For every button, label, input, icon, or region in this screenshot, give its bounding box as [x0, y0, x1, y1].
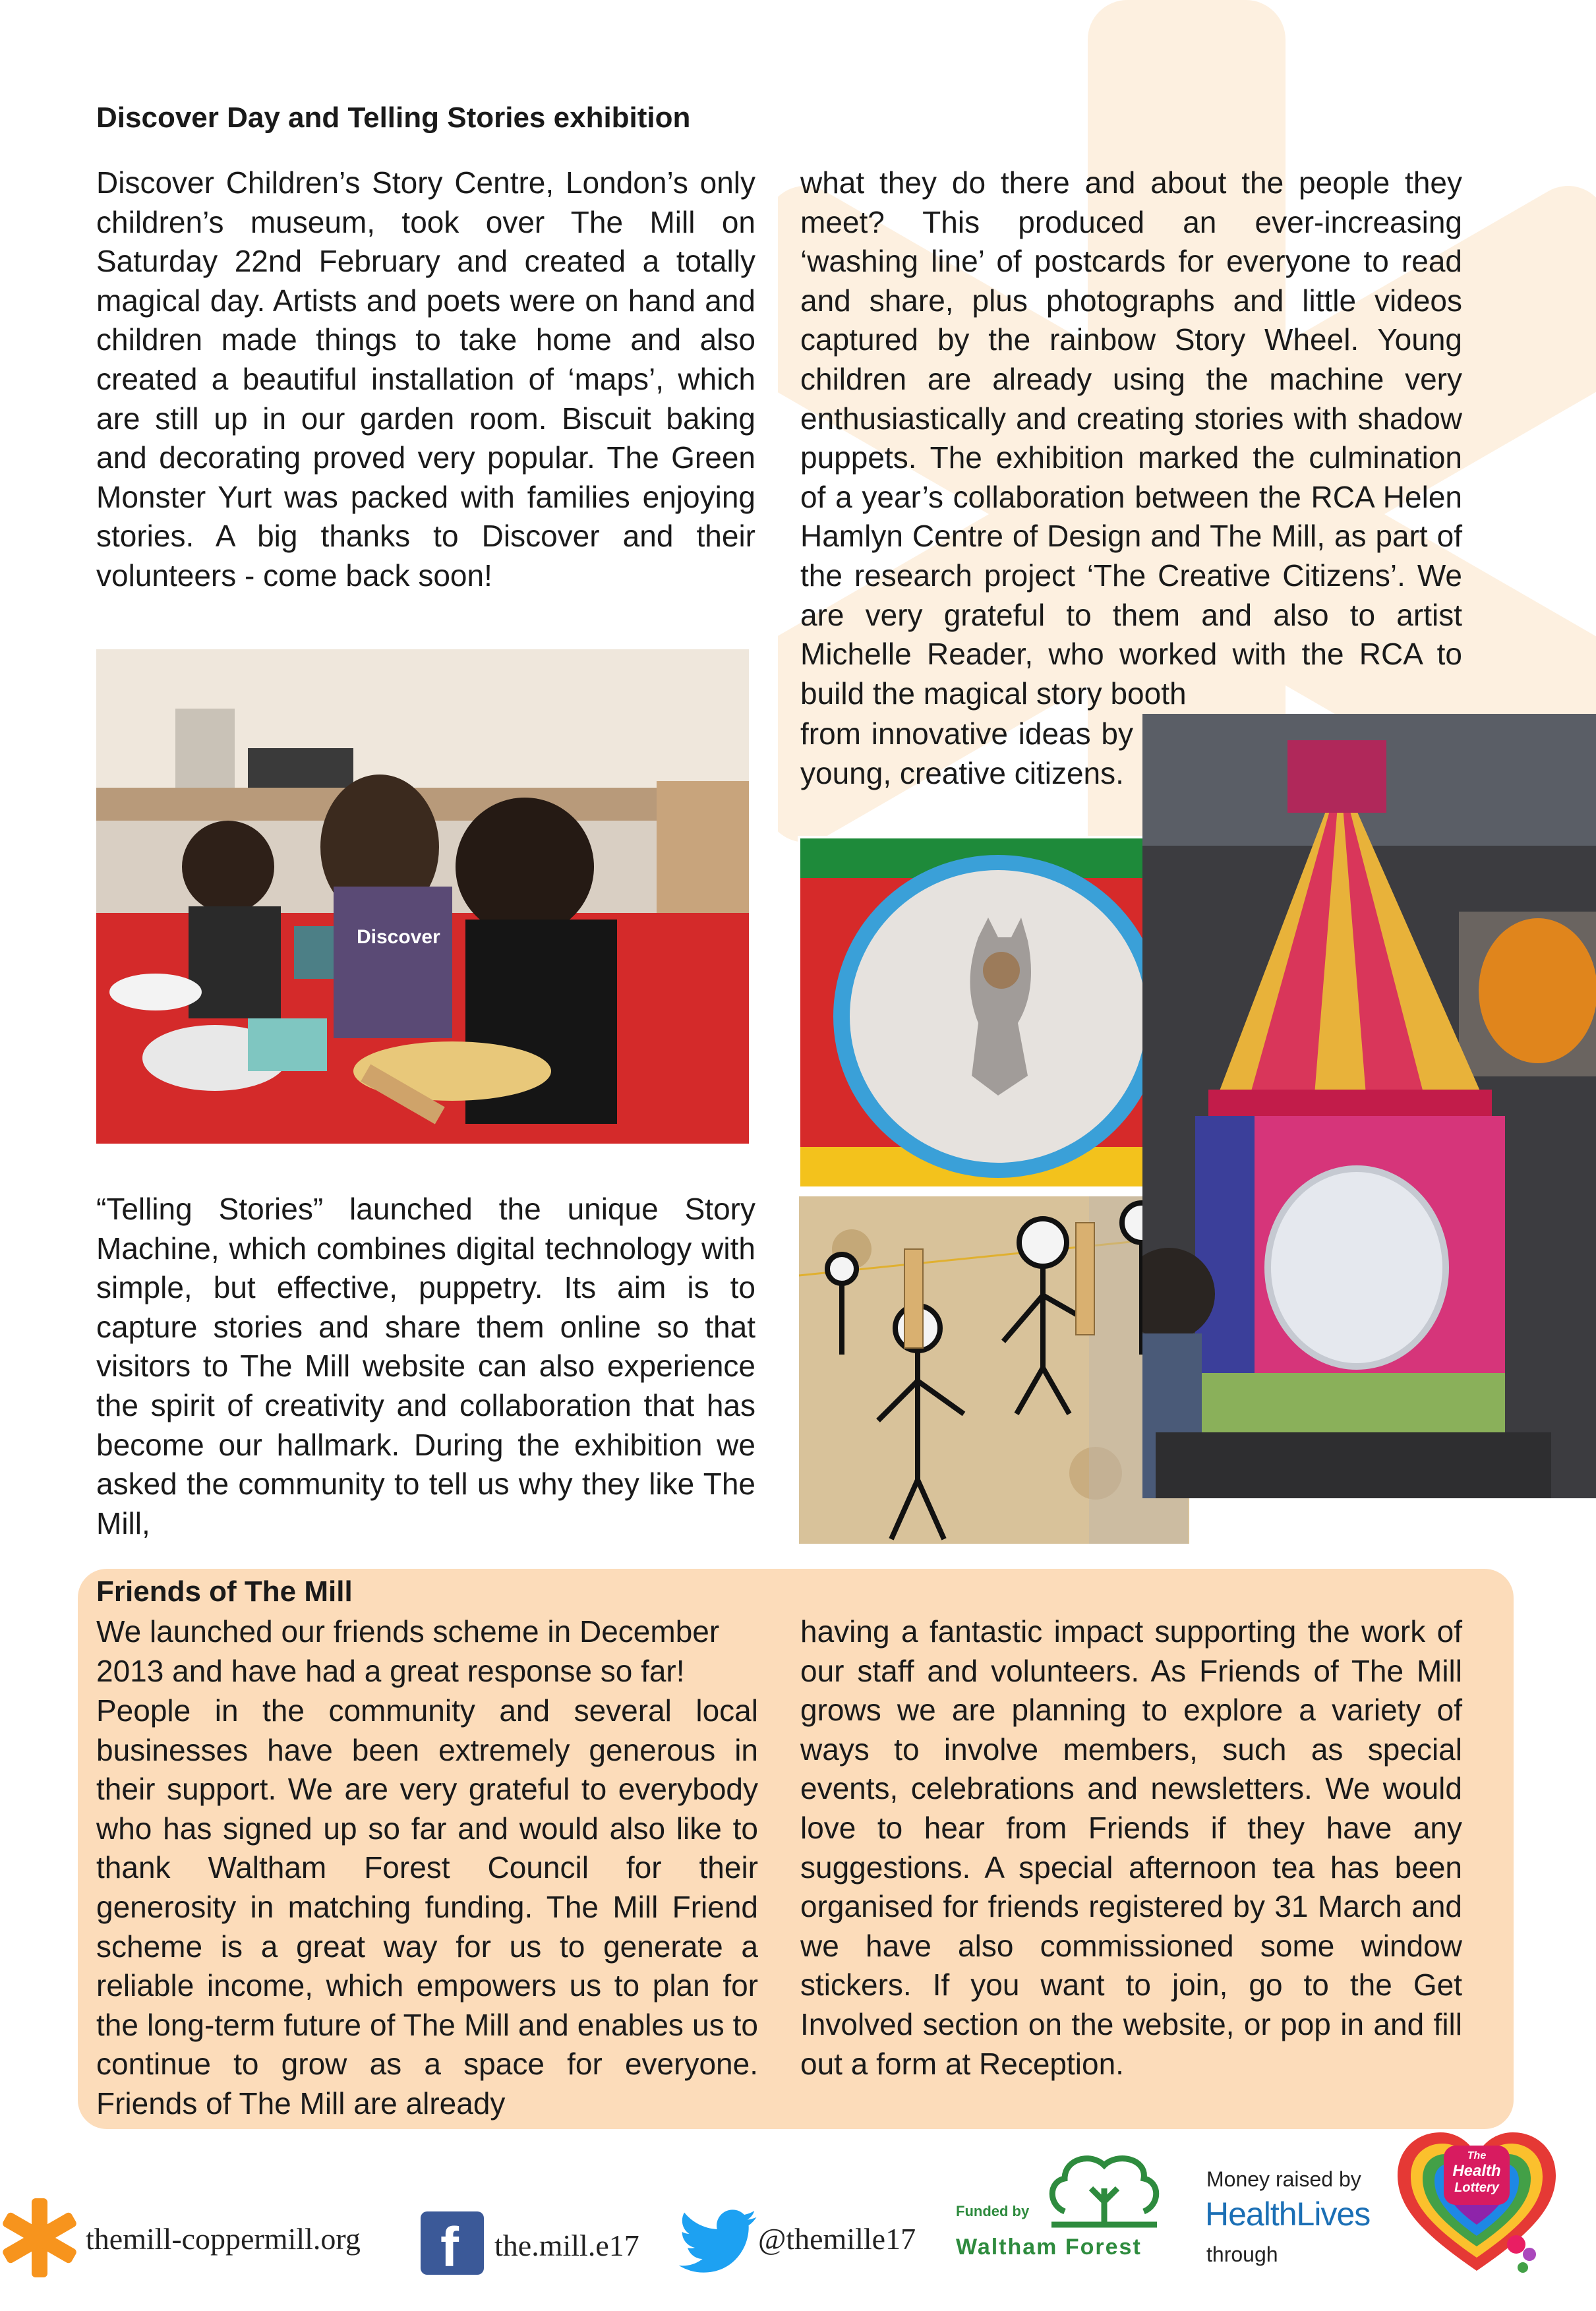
photo-washing-line-puppets: [799, 1196, 1189, 1544]
tree-icon: [1045, 2146, 1164, 2231]
article-col1-top: Discover Children’s Story Centre, London’s only children’s museum, took over The Mill on Saturday 22nd February and created a totally magical day. Artists and poets were on hand and children made things to take home and also created a beautiful installation of ‘maps’, which are still up in our garden room. Biscuit baking and decorating proved very popular. The Green Monster Yurt was packed with families enjoying stories. A big thanks to Discover and their volunteers - come back soon!: [96, 165, 755, 593]
friends-title: Friends of The Mill: [96, 1575, 353, 1608]
discover-apron-text: Discover: [357, 926, 440, 948]
article-title: Discover Day and Telling Stories exhibition: [96, 102, 691, 134]
facebook-link[interactable]: the.mill.e17: [494, 2229, 639, 2262]
article-col2-top: what they do there and about the people they meet? This produced an ever-increasing ‘washing line’ of postcards for everyone to read and share, plus photographs and little videos captured by the rainbow Story Wheel. Young children are already using the machine very enthusiastically and creating stories with shadow puppets. The exhibition marked the culmination of a year’s collaboration between the RCA Helen Hamlyn Centre of Design and The Mill, as part of the research project ‘The Creative Citizens’. We are very grateful to them and also to artist Michelle Reader, who worked with the RCA to build the magical story booth: [800, 165, 1462, 711]
twitter-icon[interactable]: [679, 2209, 757, 2273]
mill-asterisk-icon: [0, 2195, 79, 2281]
friends-col1-p1: We launched our friends scheme in December 2013 and have had a great response so far!: [96, 1614, 720, 1688]
facebook-icon[interactable]: f: [421, 2211, 484, 2275]
through-label: through: [1206, 2242, 1278, 2266]
lottery-line3: Lottery: [1454, 2180, 1499, 2195]
photo-story-booth: [1142, 714, 1596, 1498]
health-lottery-badge: [1444, 2146, 1510, 2205]
money-raised-label: Money raised by: [1206, 2167, 1361, 2191]
healthlives-logo-text: HealthLives: [1205, 2196, 1371, 2233]
lottery-line2: Health: [1452, 2162, 1501, 2180]
funded-by-label: Funded by: [956, 2203, 1030, 2219]
photo-children-baking: [96, 649, 749, 1144]
article-col1-bottom: “Telling Stories” launched the unique Story Machine, which combines digital technology with simple, but effective, puppetry. Its aim is to capture stories and share them online so that visitors to The Mill website can also experience the spirit of creativity and collaboration that has become our hallmark. During the exhibition we asked the community to tell us why they like The Mill,: [96, 1192, 755, 1540]
twitter-link[interactable]: @themille17: [758, 2222, 916, 2256]
friends-col2: having a fantastic impact supporting the work of our staff and volunteers. As Friends of The Mill grows we are planning to explore a variety of ways to involve members, such as special events, celebrations and newsletters. We would love to hear from Friends if they have any suggestions. A special afternoon tea has been organised for friends registered by 31 March and we have also commissioned some window stickers. If you want to join, go to the Get Involved section on the website, or pop in and fill out a form at Reception.: [800, 1614, 1462, 2081]
friends-col1-p2: People in the community and several local businesses have been extremely generous in their support. We are very grateful to everybody who has signed up so far and would also like to thank Waltham Forest Council for their generosity in matching funding. The Mill Friend scheme is a great way for us to generate a reliable income, which empowers us to plan for the long-term future of The Mill and enables us to continue to grow as a space for everyone. Friends of The Mill are already: [96, 1693, 758, 2121]
photo-shadow-puppet: [798, 836, 1192, 1189]
lottery-line1: The: [1467, 2150, 1487, 2161]
waltham-forest-label: Waltham Forest: [956, 2235, 1142, 2260]
article-col2-wrap: from innovative ideas by young, creative citizens.: [800, 717, 1133, 790]
website-link[interactable]: themill-coppermill.org: [86, 2222, 361, 2256]
